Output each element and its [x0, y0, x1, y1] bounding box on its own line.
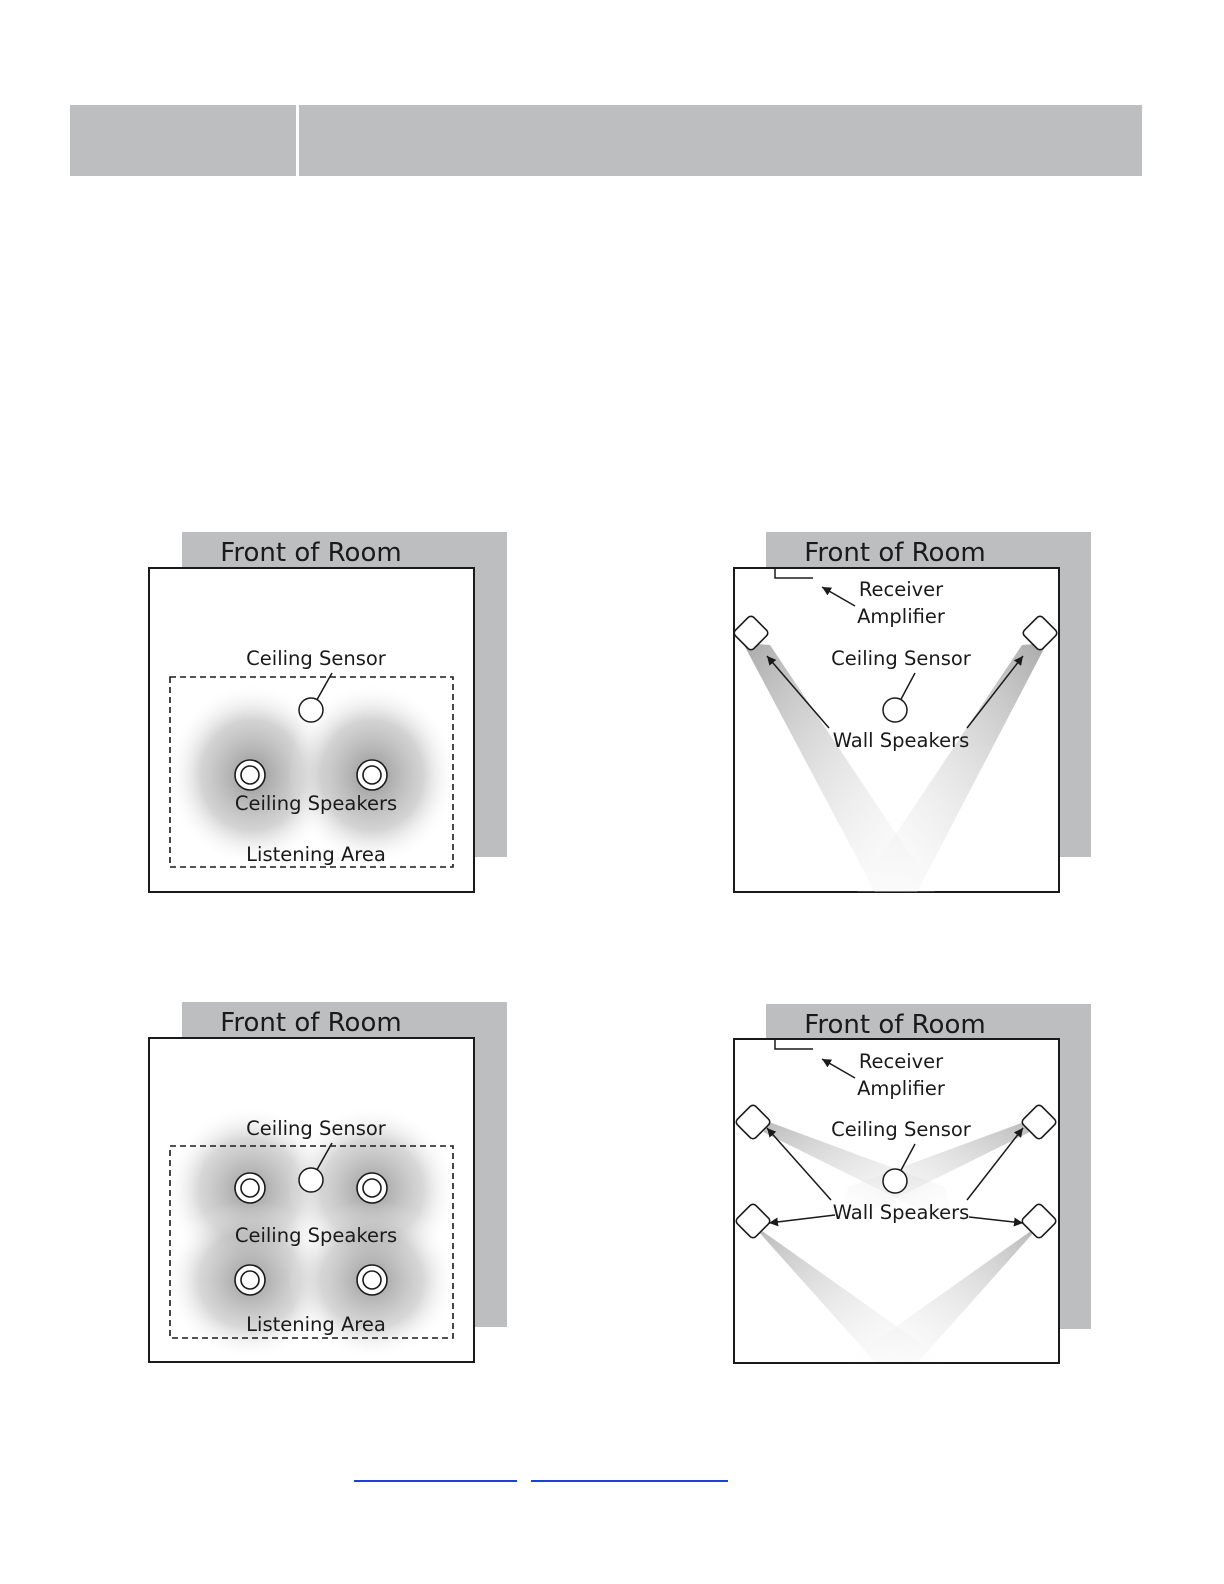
ceiling-speakers-label: Ceiling Speakers: [234, 1224, 398, 1247]
diagram-wall-four-speakers: [725, 997, 1105, 1372]
front-of-room-label: Front of Room: [220, 1008, 402, 1038]
wall-speakers-label: Wall Speakers: [832, 1201, 970, 1224]
ceiling-sensor-label: Ceiling Sensor: [246, 1117, 386, 1140]
listening-area-label: Listening Area: [246, 843, 386, 866]
ceiling-sensor-icon: [299, 698, 323, 722]
ceiling-speakers-label: Ceiling Speakers: [234, 792, 398, 815]
header-divider: [296, 105, 299, 176]
front-of-room-label: Front of Room: [220, 538, 402, 568]
ceiling-sensor-label: Ceiling Sensor: [246, 647, 386, 670]
ceiling-speaker-icon: [357, 760, 387, 790]
ceiling-sensor-label: Ceiling Sensor: [831, 1118, 971, 1141]
diagram-ceiling-two-speakers: [140, 525, 520, 900]
receiver-label: Receiver: [858, 1050, 944, 1073]
ceiling-speaker-icon: [357, 1173, 387, 1203]
footer-link-2[interactable]: [531, 1462, 728, 1482]
ceiling-sensor-icon: [883, 698, 907, 722]
header-bar: [70, 105, 1142, 176]
front-of-room-label: Front of Room: [804, 1010, 986, 1040]
listening-area-label: Listening Area: [246, 1313, 386, 1336]
ceiling-speaker-icon: [235, 1265, 265, 1295]
amplifier-label: Amplifier: [857, 1077, 945, 1100]
ceiling-speaker-icon: [357, 1265, 387, 1295]
ceiling-sensor-icon: [299, 1168, 323, 1192]
ceiling-sensor-label: Ceiling Sensor: [831, 647, 971, 670]
diagram-ceiling-four-speakers: [140, 995, 520, 1370]
footer-links: [354, 1462, 728, 1482]
ceiling-sensor-icon: [883, 1169, 907, 1193]
receiver-label: Receiver: [858, 578, 944, 601]
ceiling-speaker-icon: [235, 760, 265, 790]
front-of-room-label: Front of Room: [804, 538, 986, 568]
amplifier-label: Amplifier: [857, 605, 945, 628]
wall-speakers-label: Wall Speakers: [832, 729, 970, 752]
footer-link-1[interactable]: [354, 1462, 517, 1482]
ceiling-speaker-icon: [235, 1173, 265, 1203]
diagram-wall-two-speakers: [725, 525, 1105, 900]
